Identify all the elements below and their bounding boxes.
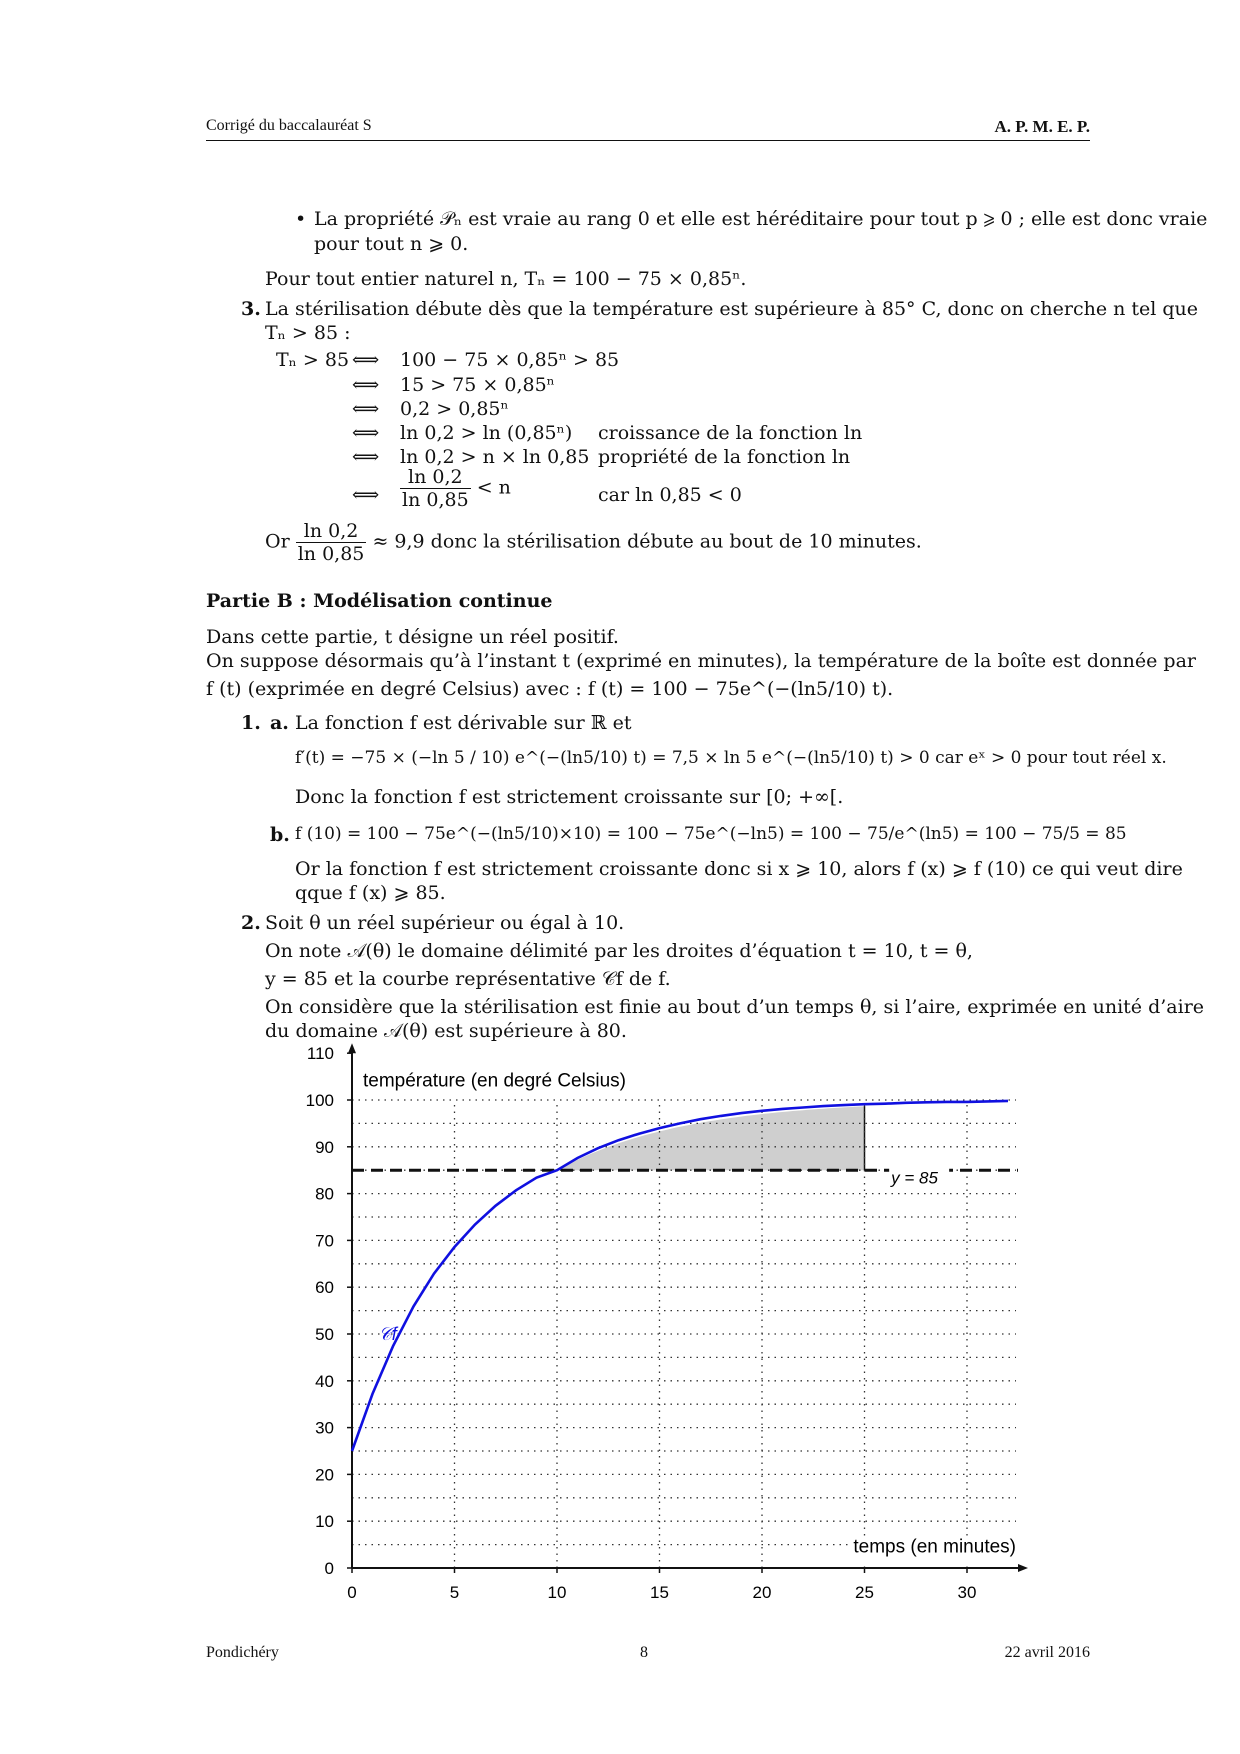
- bullet-line-1: La propriété 𝒫ₙ est vraie au rang 0 et elle est héréditaire pour tout p ⩾ 0 ; elle est donc vraie: [314, 208, 1208, 230]
- last-step-den: ln 0,85: [402, 489, 469, 511]
- x-axis-label: temps (en minutes): [853, 1536, 1016, 1558]
- header-left: Corrigé du baccalauréat S: [206, 117, 372, 134]
- step-op: ⟺: [352, 398, 380, 420]
- or-den: ln 0,85: [297, 543, 365, 565]
- or-num: ln 0,2: [296, 520, 367, 543]
- curve-label: 𝒞f: [378, 1324, 397, 1344]
- y-tick-label: 70: [315, 1231, 334, 1251]
- question-2-line-5: du domaine 𝒜(θ) est supérieure à 80.: [265, 1020, 627, 1042]
- step-op: ⟺: [352, 422, 380, 444]
- part-b-intro-2: On suppose désormais qu’à l’instant t (exprimé en minutes), la température de la boîte est donnée par: [206, 650, 1196, 672]
- question-1a-line-2: f′(t) = −75 × (−ln 5 / 10) e^(−(ln5/10) t) = 7,5 × ln 5 e^(−(ln5/10) t) > 0 car eˣ > 0 pour tout réel x.: [295, 748, 1167, 768]
- step-rhs: 100 − 75 × 0,85ⁿ > 85: [400, 349, 620, 371]
- y-axis-label: température (en degré Celsius): [363, 1070, 626, 1092]
- step-note: croissance de la fonction ln: [598, 422, 863, 444]
- question-1a-line-3: Donc la fonction f est strictement croissante sur [0; +∞[.: [295, 786, 844, 808]
- footer-left: Pondichéry: [206, 1644, 279, 1661]
- y-tick-label: 20: [315, 1465, 334, 1485]
- footer-page-number: 8: [640, 1644, 648, 1661]
- part-b-intro-1: Dans cette partie, t désigne un réel positif.: [206, 626, 619, 648]
- question-1b-line-1: f (10) = 100 − 75e^(−(ln5/10)×10) = 100 − 75e^(−ln5) = 100 − 75/e^(ln5) = 100 − 75/5 = 85: [295, 824, 1127, 844]
- step-lhs: Tₙ > 85: [276, 349, 350, 371]
- y-tick-label: 60: [315, 1278, 334, 1298]
- question-1b-line-3: qque f (x) ⩾ 85.: [295, 882, 446, 904]
- footer-right: 22 avril 2016: [1004, 1644, 1090, 1661]
- last-step-num: ln 0,2: [400, 466, 471, 489]
- shaded-area: [557, 1106, 865, 1170]
- step-op: ⟺: [352, 374, 380, 396]
- bullet-line-2: pour tout n ⩾ 0.: [314, 233, 469, 255]
- question-1b-label: b.: [270, 824, 290, 846]
- y-tick-label: 10: [315, 1512, 334, 1532]
- last-step-note: car ln 0,85 < 0: [598, 484, 742, 506]
- step-note: propriété de la fonction ln: [598, 446, 851, 468]
- y-tick-label: 50: [315, 1325, 334, 1344]
- x-tick-label: 5: [449, 1583, 460, 1602]
- question-2-line-1: Soit θ un réel supérieur ou égal à 10.: [265, 912, 625, 934]
- step-rhs: 15 > 75 × 0,85ⁿ: [400, 374, 555, 396]
- x-tick-label: 15: [650, 1583, 669, 1602]
- header-right: A. P. M. E. P.: [994, 117, 1090, 136]
- y-tick-label: 80: [315, 1184, 334, 1204]
- step-rhs: 0,2 > 0,85ⁿ: [400, 398, 509, 420]
- step-rhs: ln 0,2 > ln (0,85ⁿ): [400, 422, 573, 444]
- last-step-op: ⟺: [352, 484, 380, 506]
- question-1a-line-1: La fonction f est dérivable sur ℝ et: [295, 712, 632, 734]
- question-1b-line-2: Or la fonction f est strictement croissante donc si x ⩾ 10, alors f (x) ⩾ f (10) ce qui veut dire: [295, 858, 1183, 880]
- conclusion-line: Pour tout entier naturel n, Tₙ = 100 − 75 × 0,85ⁿ.: [265, 268, 747, 290]
- question-3-line-2: Tₙ > 85 :: [265, 322, 351, 344]
- hline-label: y = 85: [891, 1168, 938, 1188]
- or-prefix: Or: [265, 530, 290, 553]
- x-tick-label: 20: [752, 1583, 772, 1602]
- y-tick-label: 110: [306, 1044, 334, 1064]
- question-2-line-4: On considère que la stérilisation est finie au bout d’un temps θ, si l’aire, exprimée en unité d’aire: [265, 996, 1205, 1018]
- step-op: ⟺: [352, 349, 380, 371]
- y-tick-label: 0: [324, 1559, 334, 1578]
- question-1-number: 1.: [241, 712, 261, 734]
- y-tick-label: 90: [315, 1137, 334, 1157]
- question-2-number: 2.: [241, 912, 261, 934]
- part-b-intro-3: f (t) (exprimée en degré Celsius) avec : f (t) = 100 − 75e^(−(ln5/10) t).: [206, 678, 894, 700]
- step-rhs: ln 0,2 > n × ln 0,85: [400, 446, 590, 468]
- x-tick-label: 10: [547, 1583, 567, 1602]
- x-tick-label: 25: [855, 1583, 874, 1602]
- question-2-line-2: On note 𝒜(θ) le domaine délimité par les droites d’équation t = 10, t = θ,: [265, 940, 973, 962]
- y-tick-label: 40: [315, 1371, 334, 1391]
- question-1a-label: a.: [270, 712, 289, 734]
- question-2-line-3: y = 85 et la courbe représentative 𝒞f de f.: [265, 968, 671, 990]
- x-axis-arrow: [1018, 1564, 1028, 1572]
- y-axis-arrow: [348, 1043, 356, 1053]
- x-tick-label: 0: [347, 1583, 357, 1602]
- y-tick-label: 30: [315, 1418, 334, 1438]
- question-3-number: 3.: [241, 298, 261, 320]
- part-b-title: Partie B : Modélisation continue: [206, 590, 553, 612]
- question-3-line-1: La stérilisation débute dès que la température est supérieure à 85° C, donc on cherche n tel que: [265, 298, 1199, 320]
- bullet-dot: •: [295, 208, 307, 230]
- y-tick-label: 100: [305, 1091, 334, 1110]
- or-text: ≈ 9,9 donc la stérilisation débute au bout de 10 minutes.: [372, 530, 922, 553]
- step-op: ⟺: [352, 446, 380, 468]
- x-tick-label: 30: [957, 1583, 977, 1602]
- last-step-after: < n: [476, 476, 511, 499]
